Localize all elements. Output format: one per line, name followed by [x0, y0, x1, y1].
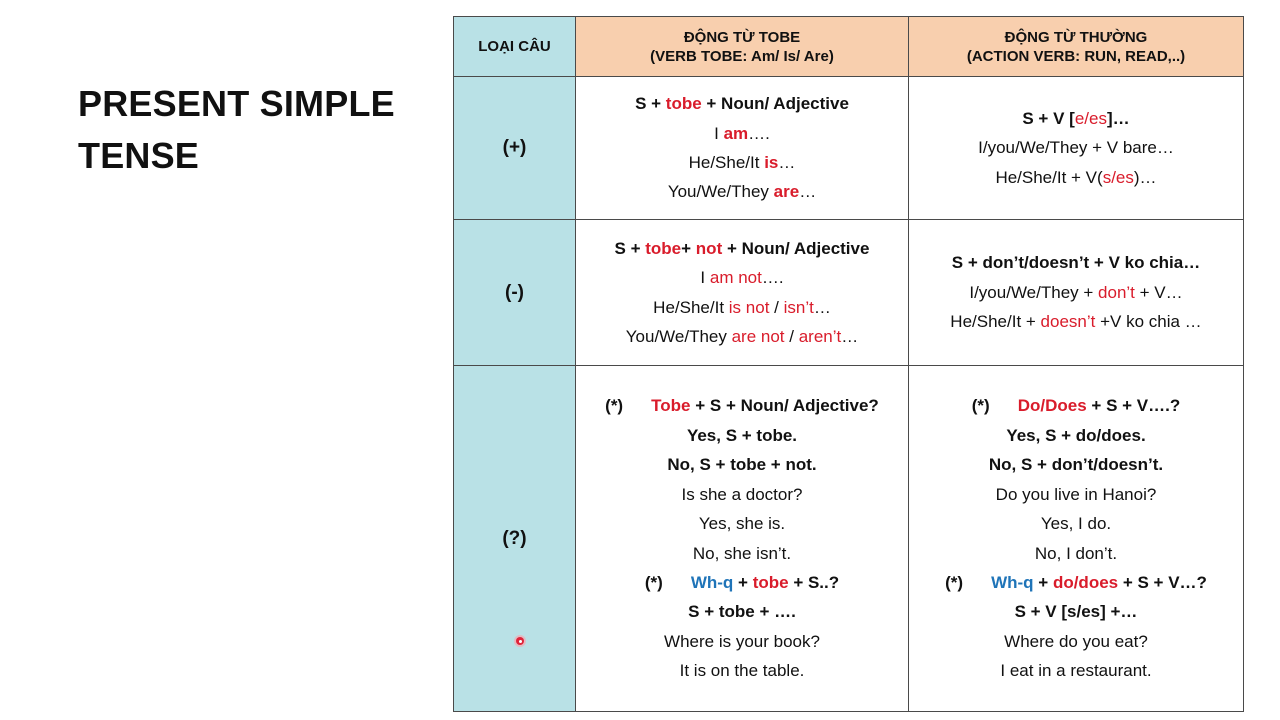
text-segment: S + V [s/es] +… [1014, 602, 1138, 622]
text-segment: do/does [1052, 572, 1119, 592]
text-line [909, 539, 1243, 568]
text-line [909, 597, 1243, 626]
text-line [576, 450, 908, 479]
bullet-marker: (*) [644, 572, 663, 592]
row-question [454, 366, 1244, 712]
text-segment: Where is your book? [664, 631, 820, 651]
text-segment: / [769, 297, 784, 317]
text-segment: You/We/They [667, 182, 774, 202]
text-segment: + S + Noun/ Adjective? [690, 396, 879, 416]
text-segment: tobe [665, 94, 702, 114]
cell-action-affirmative [909, 77, 1244, 220]
text-segment: doesn’t [1040, 312, 1096, 332]
text-segment: )… [1133, 167, 1157, 187]
header-action-line2: (ACTION VERB: RUN, READ,..) [966, 47, 1186, 65]
header-tobe [576, 17, 909, 77]
text-segment: is [764, 153, 779, 172]
text-segment: + S..? [788, 572, 840, 592]
grammar-table [453, 16, 1244, 712]
text-segment: S + don’t/doesn’t + V ko chia… [951, 253, 1201, 273]
text-segment: … [813, 297, 831, 317]
text-segment: Yes, S + tobe. [686, 425, 798, 445]
text-segment: tobe [752, 572, 789, 592]
text-segment: Wh-q [991, 572, 1034, 592]
text-segment: Is she a doctor? [681, 484, 803, 504]
text-segment: … [841, 326, 859, 346]
text-segment: …. [761, 268, 784, 288]
mouse-cursor-icon [516, 637, 524, 645]
text-segment: don’t [1098, 282, 1135, 302]
cell-tobe-negative [576, 220, 909, 366]
text-segment: No, she isn’t. [692, 543, 792, 563]
text-segment: … [799, 182, 817, 202]
bullet-marker: (*) [971, 396, 990, 416]
text-segment: Yes, I do. [1040, 514, 1112, 534]
header-action-line1: ĐỘNG TỪ THƯỜNG [1004, 28, 1148, 46]
row-type-question: (?) [454, 366, 576, 712]
text-segment: am [723, 123, 749, 143]
text-segment: …. [748, 123, 770, 143]
text-segment: No, S + tobe + not. [667, 455, 817, 475]
text-line [909, 133, 1243, 162]
header-type: LOẠI CÂU [454, 17, 576, 77]
text-segment: + V… [1134, 282, 1183, 302]
text-line [576, 627, 908, 656]
text-line [909, 307, 1243, 336]
text-line [909, 450, 1243, 479]
cell-action-question [909, 366, 1244, 712]
text-line [909, 248, 1243, 277]
text-line [576, 421, 908, 450]
text-segment: … [778, 153, 796, 172]
header-row [454, 17, 1244, 77]
text-segment: I/you/We/They + V bare… [978, 138, 1174, 158]
text-line [576, 568, 908, 597]
row-affirmative [454, 77, 1244, 220]
text-segment: Do/Does [1017, 396, 1087, 416]
text-line [576, 119, 908, 148]
text-line [909, 163, 1243, 192]
text-line [576, 234, 908, 263]
page-title: PRESENT SIMPLE TENSE [78, 83, 395, 176]
text-segment: aren’t [798, 326, 842, 346]
text-line [909, 391, 1243, 420]
text-line [576, 177, 908, 206]
text-segment: not [695, 238, 723, 258]
text-line [576, 89, 908, 118]
text-segment: + [681, 238, 696, 258]
text-segment: I [700, 268, 710, 288]
text-segment: + S + V…? [1118, 572, 1207, 592]
row-type-negative: (-) [454, 220, 576, 366]
text-segment: + Noun/ Adjective [701, 94, 849, 114]
text-segment: are not [731, 326, 785, 346]
text-line [576, 293, 908, 322]
text-segment: No, I don’t. [1034, 543, 1118, 563]
text-segment: + S + V….? [1086, 396, 1181, 416]
cell-action-negative [909, 220, 1244, 366]
text-line [909, 421, 1243, 450]
text-segment: You/We/They [625, 326, 732, 346]
text-line [909, 627, 1243, 656]
text-segment: S + V [ [1022, 108, 1075, 128]
text-segment: Do you live in Hanoi? [995, 484, 1157, 504]
text-segment: + [733, 572, 753, 592]
text-line [576, 148, 908, 177]
header-tobe-line2: (VERB TOBE: Am/ Is/ Are) [650, 47, 834, 65]
cell-tobe-affirmative [576, 77, 909, 220]
text-segment: Wh-q [690, 572, 734, 592]
text-line [909, 480, 1243, 509]
text-line [576, 656, 908, 685]
text-line [576, 539, 908, 568]
text-segment: I/you/We/They + [969, 282, 1099, 302]
text-segment: Yes, she is. [698, 514, 786, 534]
text-segment: s/es [1102, 167, 1134, 187]
text-segment: Yes, S + do/does. [1006, 425, 1146, 445]
text-segment: I eat in a restaurant. [1000, 661, 1152, 681]
text-line [576, 263, 908, 292]
bullet-marker: (*) [945, 572, 964, 592]
text-line [909, 104, 1243, 133]
cell-tobe-question [576, 366, 909, 712]
text-line [909, 509, 1243, 538]
text-segment: am not [709, 268, 762, 288]
text-segment: isn’t [783, 297, 814, 317]
text-segment: e/es [1074, 108, 1107, 128]
text-segment: / [784, 326, 799, 346]
text-segment: tobe [645, 238, 682, 258]
text-segment: He/She/It [653, 297, 729, 317]
text-line [576, 597, 908, 626]
text-segment: are [773, 182, 800, 202]
row-type-affirmative: (+) [454, 77, 576, 220]
text-segment: +V ko chia … [1095, 312, 1202, 332]
header-action [909, 17, 1244, 77]
text-segment: He/She/It + V( [995, 167, 1103, 187]
text-segment: + Noun/ Adjective [722, 238, 870, 258]
text-line [576, 509, 908, 538]
bullet-marker: (*) [605, 396, 624, 416]
text-segment: It is on the table. [679, 661, 805, 681]
text-line [576, 322, 908, 351]
text-segment: Where do you eat? [1004, 631, 1148, 651]
text-line [909, 278, 1243, 307]
text-line [576, 391, 908, 420]
text-segment: Tobe [651, 396, 691, 416]
text-segment: ]… [1106, 108, 1130, 128]
header-tobe-line1: ĐỘNG TỪ TOBE [683, 28, 801, 46]
text-segment: S + [614, 238, 646, 258]
text-segment: S + tobe + …. [688, 602, 796, 622]
text-segment: is not [728, 297, 770, 317]
text-segment: He/She/It + [950, 312, 1041, 332]
text-segment: I [714, 123, 724, 143]
row-negative [454, 220, 1244, 366]
text-segment: No, S + don’t/doesn’t. [988, 455, 1164, 475]
text-line [909, 656, 1243, 685]
text-segment: + [1033, 572, 1053, 592]
text-line [909, 568, 1243, 597]
text-segment: He/She/It [688, 153, 765, 172]
text-segment: S + [635, 94, 666, 114]
text-line [576, 480, 908, 509]
